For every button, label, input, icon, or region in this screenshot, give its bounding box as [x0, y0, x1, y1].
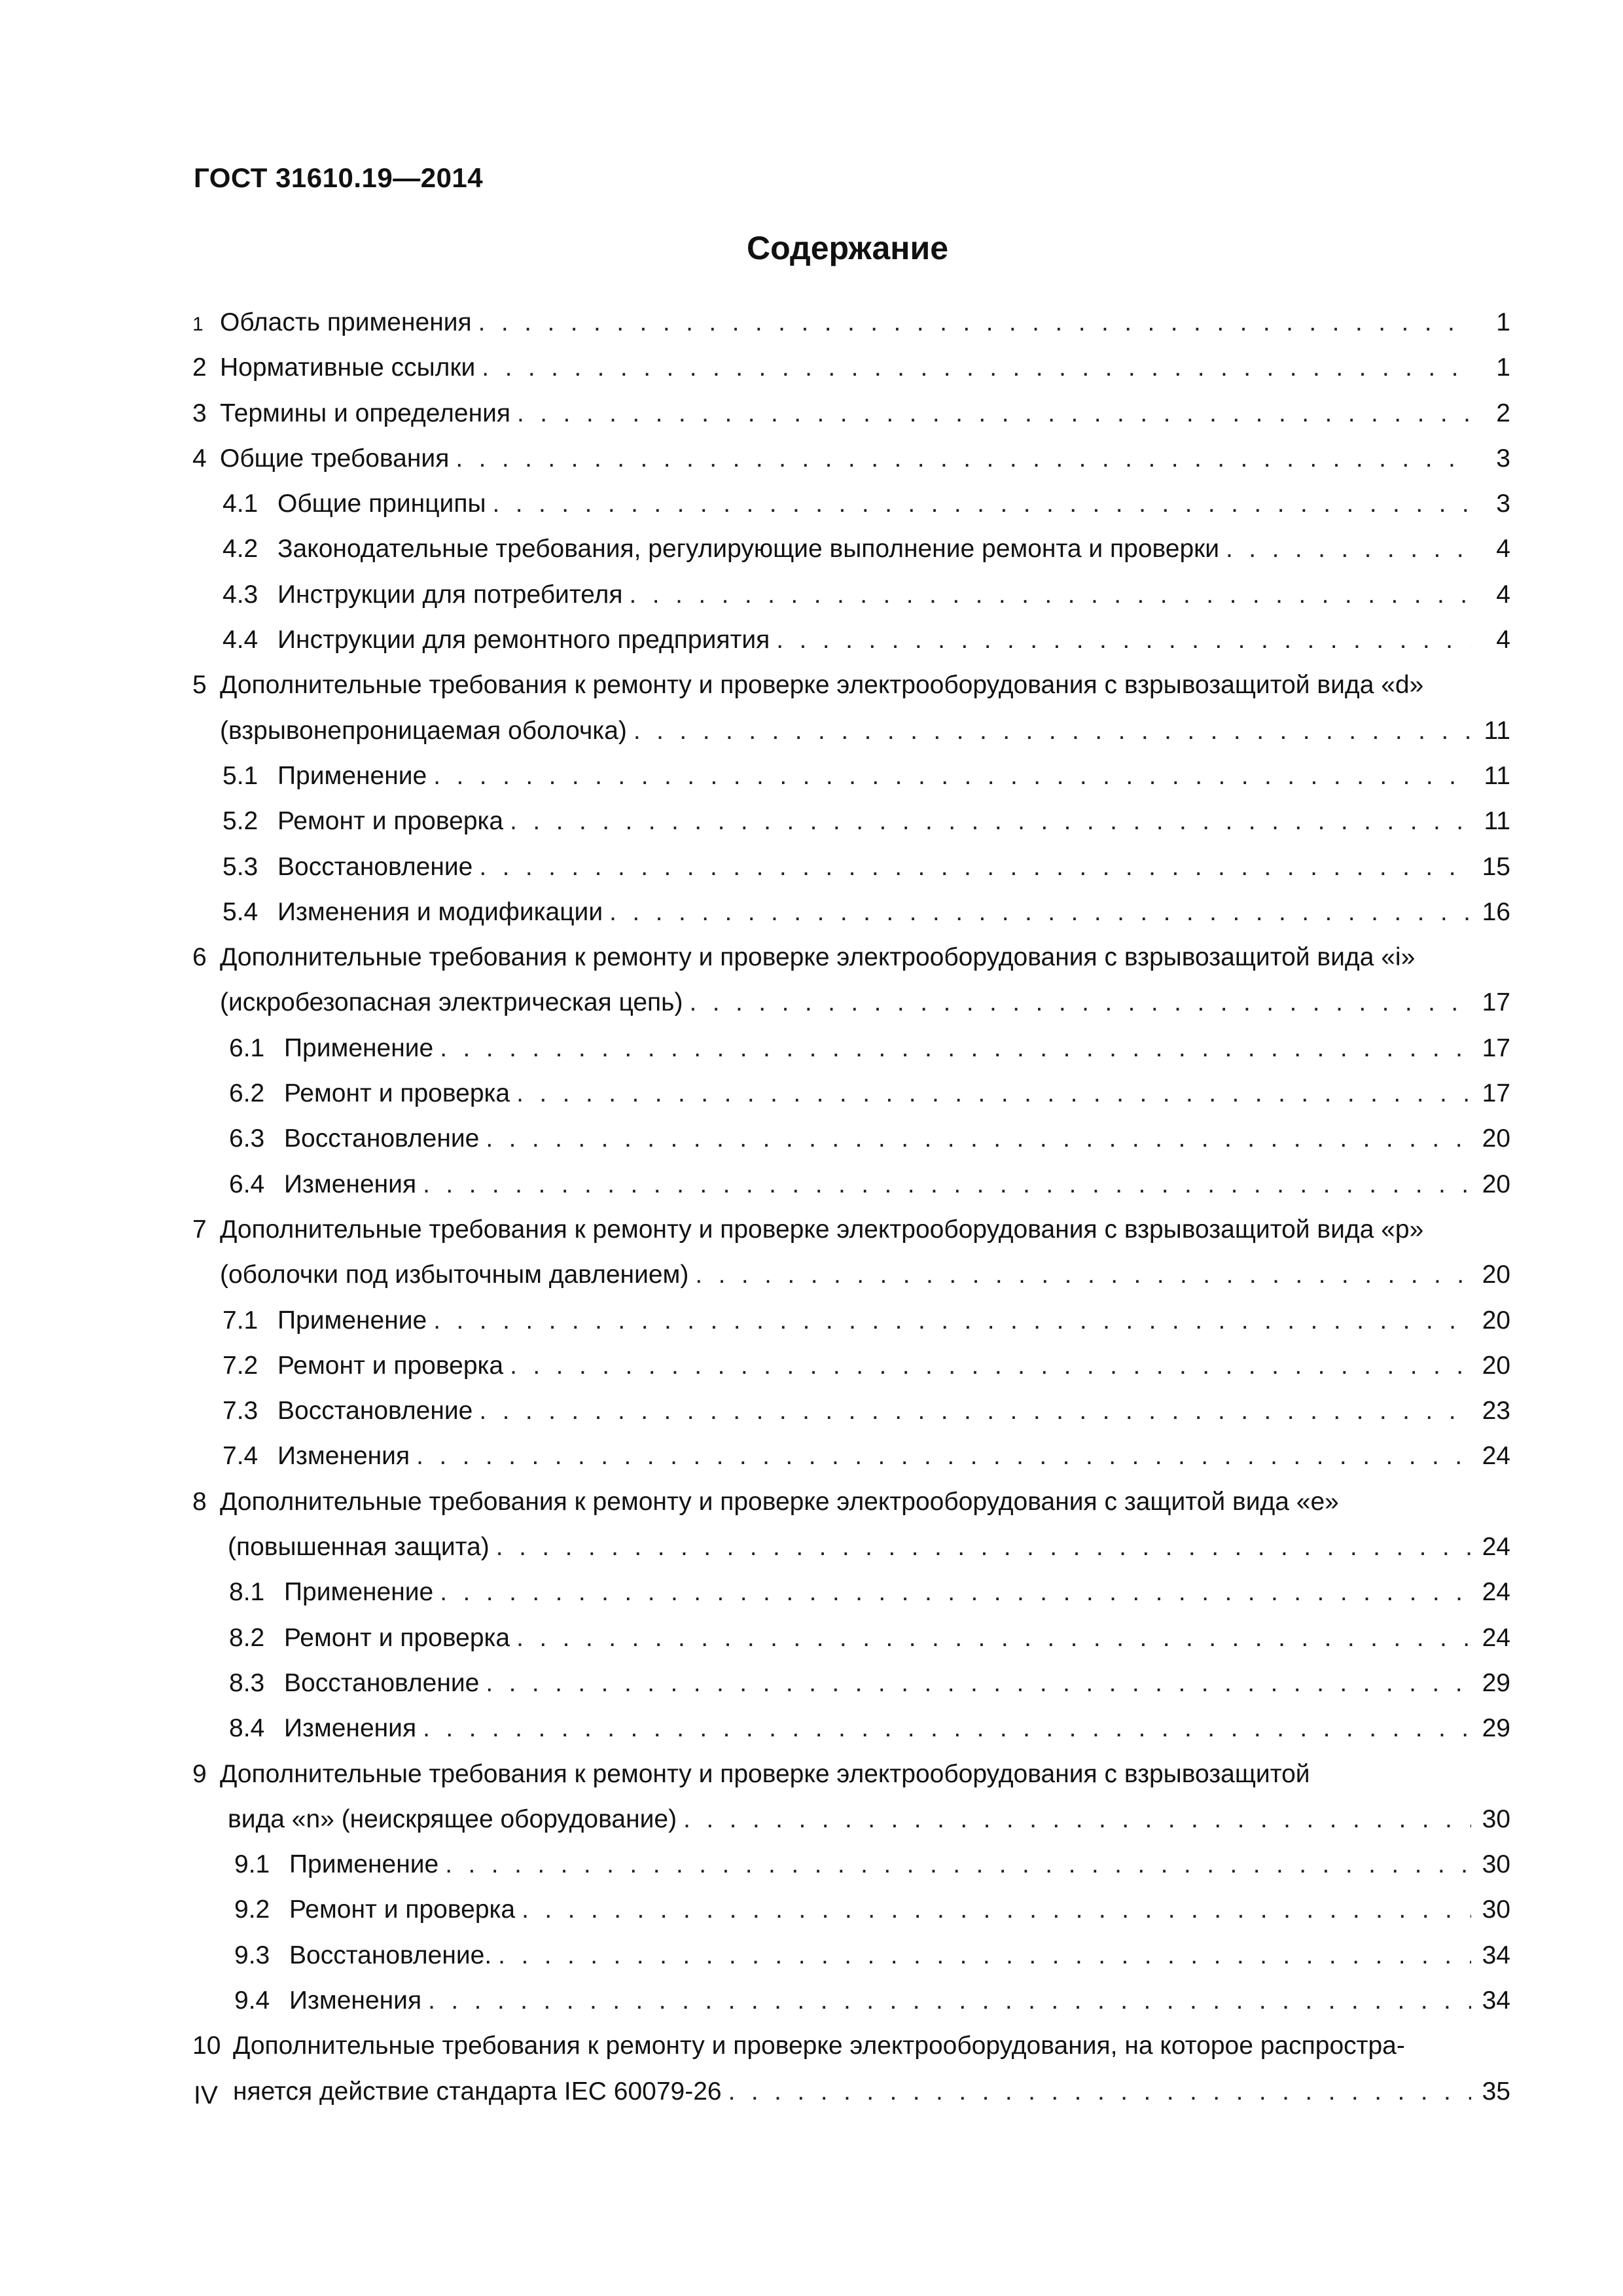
dot-leader: [428, 1978, 1471, 2023]
toc-entry-number: 8.2: [229, 1623, 265, 1652]
toc-entry-page: 30: [1482, 1804, 1510, 1833]
dot-leader: [455, 436, 1471, 481]
toc-entry-9-4[interactable]: [192, 1978, 1510, 2023]
toc-entry-page: 1: [1496, 353, 1510, 382]
dot-leader: [728, 2069, 1471, 2114]
toc-entry-3[interactable]: [192, 391, 1510, 436]
toc-entry-5[interactable]: [192, 662, 1510, 708]
toc-entry-page: 20: [1482, 1306, 1510, 1335]
toc-entry-title-continued: (повышенная защита): [228, 1533, 490, 1562]
toc-entry-7-1[interactable]: [192, 1298, 1510, 1343]
toc-entry-title: Восстановление: [277, 852, 473, 881]
toc-entry-title: Ремонт и проверка: [284, 1623, 510, 1652]
toc-entry-number: 7.4: [223, 1442, 259, 1471]
toc-entry-6-4[interactable]: [192, 1162, 1510, 1207]
toc-entry-10-continued[interactable]: [192, 2069, 1510, 2114]
toc-entry-number: 6.1: [229, 1033, 265, 1062]
toc-entry-8-continued[interactable]: [192, 1524, 1510, 1570]
toc-entry-number: 1: [192, 314, 204, 335]
toc-entry-page: 24: [1482, 1533, 1510, 1562]
dot-leader: [482, 345, 1471, 390]
toc-entry-number: 9.4: [234, 1986, 270, 2015]
toc-entry-page: 4: [1496, 626, 1510, 655]
toc-entry-title: Восстановление: [284, 1668, 480, 1697]
dot-leader: [630, 572, 1471, 617]
toc-entry-title: Применение: [284, 1033, 434, 1062]
toc-entry-7-continued[interactable]: [192, 1252, 1510, 1297]
toc-entry-title-continued: няется действие стандарта IEC 60079-26: [233, 2077, 722, 2106]
toc-entry-page: 4: [1496, 535, 1510, 564]
dot-leader: [516, 1071, 1471, 1116]
dot-leader: [633, 708, 1471, 753]
toc-entry-title: Дополнительные требования к ремонту и проверке электрооборудования с взрывозащитой вида «i»: [220, 943, 1416, 972]
toc-entry-number: 9.2: [234, 1895, 270, 1924]
dot-leader: [683, 1797, 1471, 1842]
toc-entry-9[interactable]: [192, 1751, 1510, 1797]
dot-leader: [423, 1162, 1471, 1207]
page-title: Содержание: [746, 230, 949, 266]
toc-entry-6-1[interactable]: [192, 1026, 1510, 1071]
toc-entry-title: Изменения: [284, 1714, 417, 1743]
toc-entry-title-continued: вида «n» (неискрящее оборудование): [228, 1804, 677, 1833]
toc-entry-title: Инструкции для потребителя: [277, 580, 623, 609]
toc-entry-8-1[interactable]: [192, 1570, 1510, 1615]
toc-entry-page: 17: [1482, 1033, 1510, 1062]
toc-entry-9-3[interactable]: [192, 1933, 1510, 1978]
dot-leader: [479, 1388, 1471, 1433]
toc-entry-number: 3: [192, 399, 207, 427]
toc-entry-6-2[interactable]: [192, 1071, 1510, 1116]
toc-entry-9-2[interactable]: [192, 1887, 1510, 1932]
toc-entry-9-continued[interactable]: [192, 1797, 1510, 1842]
toc-entry-6-3[interactable]: [192, 1116, 1510, 1161]
toc-entry-title: Восстановление.: [289, 1941, 492, 1969]
toc-entry-title: Восстановление: [277, 1397, 473, 1426]
toc-entry-page: 20: [1482, 1351, 1510, 1380]
toc-entry-title: Дополнительные требования к ремонту и проверке электрооборудования с взрывозащитой вида «d»: [220, 671, 1424, 700]
toc-entry-page: 30: [1482, 1850, 1510, 1879]
dot-leader: [479, 844, 1471, 889]
dot-leader: [689, 980, 1471, 1025]
toc-entry-number: 10: [192, 2032, 221, 2060]
toc-entry-7-2[interactable]: [192, 1343, 1510, 1388]
dot-leader: [440, 1026, 1471, 1071]
toc-entry-5-4[interactable]: [192, 889, 1510, 935]
toc-entry-6-continued[interactable]: [192, 980, 1510, 1025]
toc-entry-number: 9.1: [234, 1850, 270, 1879]
dot-leader: [433, 753, 1471, 798]
toc-entry-number: 7.2: [223, 1351, 259, 1380]
toc-entry-title: Общие принципы: [277, 490, 486, 518]
dot-leader: [776, 617, 1471, 662]
toc-entry-title: Применение: [277, 761, 427, 790]
toc-entry-number: 2: [192, 353, 207, 382]
toc-entry-number: 5.3: [223, 852, 259, 881]
toc-entry-page: 20: [1482, 1124, 1510, 1153]
toc-entry-page: 29: [1482, 1714, 1510, 1743]
toc-entry-number: 5.2: [223, 807, 259, 836]
dot-leader: [1226, 526, 1471, 571]
toc-entry-4[interactable]: [192, 436, 1510, 481]
toc-entry-5-3[interactable]: [192, 844, 1510, 889]
dot-leader: [486, 1116, 1471, 1161]
toc-entry-number: 8: [192, 1487, 207, 1516]
toc-entry-page: 29: [1482, 1668, 1510, 1697]
toc-entry-title: Общие требования: [220, 444, 450, 473]
toc-entry-title: Применение: [289, 1850, 439, 1879]
toc-entry-number: 7: [192, 1215, 207, 1244]
toc-entry-title: Ремонт и проверка: [277, 1351, 504, 1380]
toc-entry-5-continued[interactable]: [192, 708, 1510, 753]
toc-entry-page: 34: [1482, 1986, 1510, 2015]
dot-leader: [445, 1842, 1471, 1887]
toc-entry-number: 8.1: [229, 1578, 265, 1607]
toc-entry-number: 4.1: [223, 490, 259, 518]
toc-entry-page: 24: [1482, 1578, 1510, 1607]
toc-entry-number: 8.4: [229, 1714, 265, 1743]
toc-entry-title: Дополнительные требования к ремонту и проверке электрооборудования, на которое распростра-: [233, 2032, 1405, 2060]
toc-entry-page: 30: [1482, 1895, 1510, 1924]
dot-leader: [609, 889, 1471, 935]
toc-entry-7[interactable]: [192, 1207, 1510, 1252]
dot-leader: [516, 1615, 1471, 1660]
toc-entry-page: 11: [1484, 807, 1510, 836]
toc-entry-title: Дополнительные требования к ремонту и проверке электрооборудования с взрывозащитой вида «р»: [220, 1215, 1424, 1244]
dot-leader: [486, 1660, 1471, 1706]
toc-entry-title: Изменения: [284, 1170, 417, 1198]
dot-leader: [510, 798, 1471, 844]
toc-entry-number: 9: [192, 1759, 207, 1788]
toc-entry-page: 17: [1482, 1079, 1510, 1108]
table-of-contents: [192, 300, 1510, 2114]
toc-entry-page: 2: [1496, 399, 1510, 427]
toc-entry-number: 7.3: [223, 1397, 259, 1426]
document-code: ГОСТ 31610.19—2014: [194, 162, 484, 193]
dot-leader: [510, 1343, 1471, 1388]
toc-entry-number: 5: [192, 671, 207, 700]
toc-entry-title: Область применения: [220, 308, 472, 336]
toc-entry-title-continued: (искробезопасная электрическая цепь): [220, 988, 683, 1017]
toc-entry-8-2[interactable]: [192, 1615, 1510, 1660]
toc-entry-10[interactable]: [192, 2023, 1510, 2068]
toc-entry-8[interactable]: [192, 1479, 1510, 1524]
toc-entry-title: Ремонт и проверка: [277, 807, 504, 836]
toc-entry-5-1[interactable]: [192, 753, 1510, 798]
toc-entry-2[interactable]: [192, 345, 1510, 390]
toc-entry-number: 6.4: [229, 1170, 265, 1198]
toc-entry-4-4[interactable]: [192, 617, 1510, 662]
toc-entry-7-3[interactable]: [192, 1388, 1510, 1433]
dot-leader: [416, 1433, 1471, 1479]
toc-entry-title: Изменения: [289, 1986, 422, 2015]
dot-leader: [492, 481, 1471, 526]
toc-entry-page: 24: [1482, 1442, 1510, 1471]
dot-leader: [498, 1933, 1471, 1978]
toc-entry-page: 3: [1496, 444, 1510, 473]
toc-entry-page: 20: [1482, 1170, 1510, 1198]
toc-entry-title: Законодательные требования, регулирующие выполнение ремонта и проверки: [277, 535, 1220, 564]
toc-entry-title: Применение: [277, 1306, 427, 1335]
toc-entry-page: 35: [1482, 2077, 1510, 2106]
toc-entry-page: 1: [1496, 308, 1510, 336]
toc-entry-page: 16: [1482, 897, 1510, 926]
toc-entry-4-3[interactable]: [192, 572, 1510, 617]
toc-entry-number: 4: [192, 444, 207, 473]
toc-entry-title: Изменения: [277, 1442, 410, 1471]
dot-leader: [695, 1252, 1471, 1297]
toc-entry-page: 34: [1482, 1941, 1510, 1969]
toc-entry-title: Восстановление: [284, 1124, 480, 1153]
toc-entry-number: 5.4: [223, 897, 259, 926]
toc-entry-number: 6.3: [229, 1124, 265, 1153]
dot-leader: [433, 1298, 1471, 1343]
toc-entry-number: 9.3: [234, 1941, 270, 1969]
toc-entry-6[interactable]: [192, 935, 1510, 980]
toc-entry-number: 6: [192, 943, 207, 972]
toc-entry-7-4[interactable]: [192, 1433, 1510, 1479]
toc-entry-8-4[interactable]: [192, 1706, 1510, 1751]
toc-entry-5-2[interactable]: [192, 798, 1510, 844]
toc-entry-page: 11: [1484, 716, 1510, 745]
toc-entry-title: Ремонт и проверка: [284, 1079, 510, 1108]
toc-entry-4-1[interactable]: [192, 481, 1510, 526]
toc-entry-title: Применение: [284, 1578, 434, 1607]
toc-entry-title: Нормативные ссылки: [220, 353, 476, 382]
toc-entry-page: 24: [1482, 1623, 1510, 1652]
toc-entry-page: 23: [1482, 1397, 1510, 1426]
toc-entry-title: Дополнительные требования к ремонту и проверке электрооборудования с взрывозащитой: [220, 1759, 1310, 1788]
toc-entry-number: 4.4: [223, 626, 259, 655]
dot-leader: [496, 1524, 1471, 1570]
toc-entry-page: 20: [1482, 1261, 1510, 1289]
toc-entry-number: 4.3: [223, 580, 259, 609]
toc-entry-1[interactable]: [192, 300, 1510, 345]
toc-entry-title-continued: (оболочки под избыточным давлением): [220, 1261, 689, 1289]
toc-entry-title-continued: (взрывонепроницаемая оболочка): [220, 716, 627, 745]
dot-leader: [478, 300, 1471, 345]
dot-leader: [517, 391, 1471, 436]
toc-entry-title: Термины и определения: [220, 399, 511, 427]
toc-entry-8-3[interactable]: [192, 1660, 1510, 1706]
dot-leader: [440, 1570, 1471, 1615]
toc-entry-page: 4: [1496, 580, 1510, 609]
toc-entry-page: 15: [1482, 852, 1510, 881]
toc-entry-9-1[interactable]: [192, 1842, 1510, 1887]
toc-entry-page: 3: [1496, 490, 1510, 518]
toc-entry-page: 11: [1484, 761, 1510, 790]
toc-entry-4-2[interactable]: [192, 526, 1510, 571]
toc-entry-title: Дополнительные требования к ремонту и проверке электрооборудования с защитой вида «е»: [220, 1487, 1339, 1516]
toc-entry-title: Изменения и модификации: [277, 897, 603, 926]
dot-leader: [423, 1706, 1471, 1751]
toc-entry-title: Инструкции для ремонтного предприятия: [277, 626, 770, 655]
dot-leader: [522, 1887, 1471, 1932]
toc-entry-number: 7.1: [223, 1306, 259, 1335]
page-folio: IV: [194, 2081, 218, 2109]
toc-entry-number: 6.2: [229, 1079, 265, 1108]
toc-entry-title: Ремонт и проверка: [289, 1895, 516, 1924]
toc-entry-number: 4.2: [223, 535, 259, 564]
toc-entry-page: 17: [1482, 988, 1510, 1017]
toc-entry-number: 5.1: [223, 761, 259, 790]
toc-entry-number: 8.3: [229, 1668, 265, 1697]
